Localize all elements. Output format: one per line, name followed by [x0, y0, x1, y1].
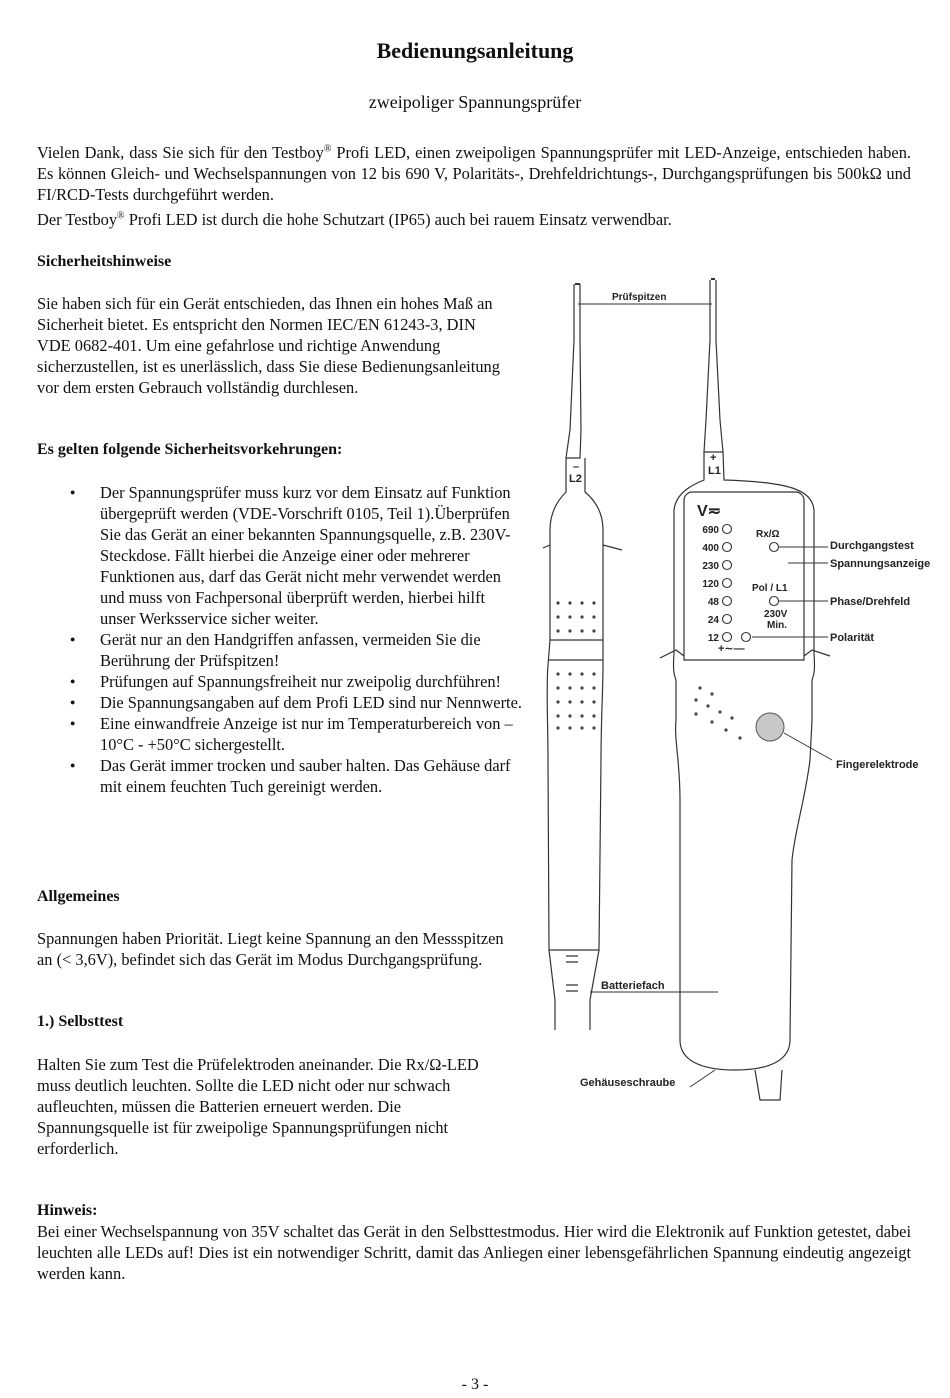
- display-level: 230: [702, 561, 719, 572]
- list-item: ● Der Spannungsprüfer muss kurz vor dem Einsatz auf Funktion übergeprüft werden (VDE-Vorschrift 0105, Teil 1).Überprüfen Sie das Gerät an einer bekannten Spannungsquelle, z.B. 230V-Steckdose. Fällt hierbei die Anzeige einer oder mehrerer Funktionen aus, darf das Gerät nicht mehr verwendet werden und muss von Fachpersonal überprüft werden, hierbei hilft unser Werksservice sicher weiter.: [37, 482, 523, 629]
- display-pol: Pol / L1: [752, 583, 788, 594]
- label-polarity: Polarität: [830, 632, 875, 644]
- selftest-text: Halten Sie zum Test die Prüfelektroden aneinander. Die Rx/Ω-LED muss deutlich leuchten. Sollte die LED nicht oder nur schwach aufleuchten, müssen die Batterien erneuert werden. Die Spannungsquelle ist für zweipolige Spannungsprüfungen nicht erforderlich.: [37, 1055, 479, 1158]
- label-probes: Prüfspitzen: [612, 292, 667, 303]
- display-level: 120: [702, 579, 719, 590]
- note-heading: Hinweis:: [37, 1202, 98, 1219]
- general-text: Spannungen haben Priorität. Liegt keine Spannung an den Messspitzen an (< 3,6V), befindet sich das Gerät im Modus Durchgangsprüfung.: [37, 929, 504, 969]
- intro-paragraph-2: Der Testboy® Profi LED ist durch die hohe Schutzart (IP65) auch bei rauem Einsatz verwendbar.: [37, 210, 672, 229]
- list-item: ● Eine einwandfreie Anzeige ist nur im Temperaturbereich von –10°C - +50°C sichergestellt.: [37, 713, 523, 755]
- display-level: 24: [707, 615, 719, 626]
- display-min-b: Min.: [767, 620, 787, 631]
- display-level: 400: [702, 543, 719, 554]
- display-min-a: 230V: [764, 609, 788, 620]
- precautions-heading: Es gelten folgende Sicherheitsvorkehrungen:: [37, 441, 343, 458]
- label-phase: Phase/Drehfeld: [830, 596, 911, 608]
- safety-text: Sie haben sich für ein Gerät entschieden, das Ihnen ein hohes Maß an Sicherheit bietet. Es entspricht den Normen IEC/EN 61243-3, DIN VDE 0682-401. Um eine gefahrlose und richtige Anwendung sicherzustellen, ist es unerlässlich, dass Sie diese Bedienungsanleitung vor dem ersten Gebrauch vollständig durchlesen.: [37, 294, 500, 397]
- display-level: 12: [707, 633, 719, 644]
- label-battery: Batteriefach: [601, 980, 665, 992]
- display-level: 48: [707, 597, 719, 608]
- label-l1: L1: [708, 465, 721, 477]
- list-item: ● Das Gerät immer trocken und sauber halten. Das Gehäuse darf mit einem feuchten Tuch gereinigt werden.: [37, 755, 523, 797]
- display-rx: Rx/Ω: [756, 529, 780, 540]
- general-heading: Allgemeines: [37, 888, 120, 905]
- display-v-symbol: V≂: [697, 503, 722, 520]
- safety-heading: Sicherheitshinweise: [37, 253, 172, 270]
- list-item: ● Die Spannungsangaben auf dem Profi LED sind nur Nennwerte.: [37, 692, 523, 713]
- list-item: ● Gerät nur an den Handgriffen anfassen, vermeiden Sie die Berührung der Prüfspitzen!: [37, 629, 523, 671]
- label-l1-sign: +: [710, 452, 717, 464]
- label-l2: L2: [569, 473, 582, 485]
- page-number: - 3 -: [461, 1376, 489, 1393]
- display-plus-minus: +∼—: [718, 643, 745, 655]
- label-continuity: Durchgangstest: [830, 540, 914, 552]
- list-item: ● Prüfungen auf Spannungsfreiheit nur zweipolig durchführen!: [37, 671, 523, 692]
- page-subtitle: zweipoliger Spannungsprüfer: [368, 92, 582, 112]
- note-text: Bei einer Wechselspannung von 35V schaltet das Gerät in den Selbsttestmodus. Hier wird die Elektronik auf Funktion getestet, dabei leuchten alle LEDs auf! Dies ist ein notwendiger Schritt, damit das Anliegen einer lebensgefährlichen Spannung eindeutig angezeigt werden kann.: [37, 1222, 911, 1283]
- label-voltage-display: Spannungsanzeige: [830, 558, 931, 570]
- label-screw: Gehäuseschraube: [580, 1077, 676, 1089]
- display-level: 690: [702, 525, 719, 536]
- label-finger: Fingerelektrode: [836, 759, 919, 771]
- intro-paragraph: Vielen Dank, dass Sie sich für den Testboy® Profi LED, einen zweipoligen Spannungsprüfer mit LED-Anzeige, entschieden haben. Es können Gleich- und Wechselspannungen von 12 bis 690 V, Polaritäts-, Drehfeldrichtungs-, Durchgangsprüfungen bis 500kΩ und FI/RCD-Tests durchgeführt werden.: [37, 143, 911, 204]
- label-l2-sign: –: [573, 461, 580, 473]
- selftest-heading: 1.) Selbsttest: [37, 1013, 124, 1030]
- page-title: Bedienungsanleitung: [376, 38, 574, 63]
